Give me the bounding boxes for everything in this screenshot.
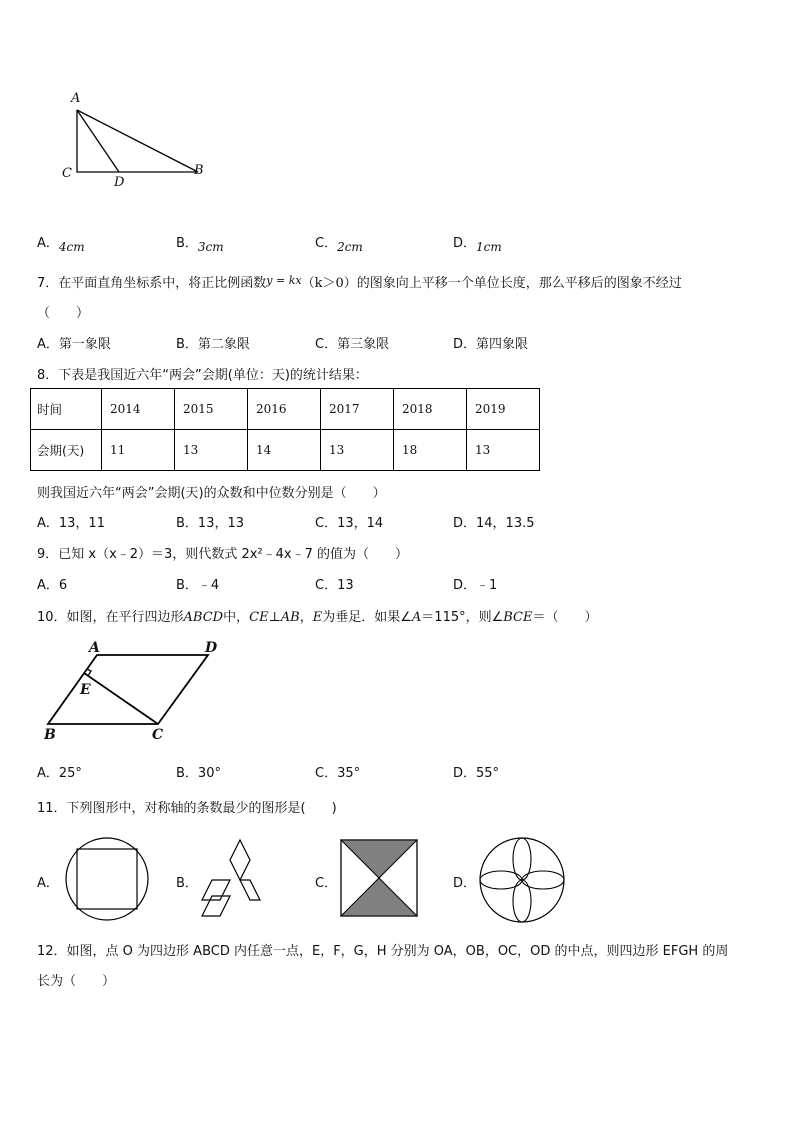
q9-option-d[interactable]: D．﹣1 [453, 578, 498, 593]
q7-text-a: 7．在平面直角坐标系中，将正比例函数 [37, 276, 267, 291]
q6-option-b-letter: B． [176, 236, 198, 251]
q10-e: E [312, 610, 323, 625]
q7-paren: （ ） [37, 306, 90, 321]
q6-option-a[interactable] [37, 232, 85, 254]
q7-option-c[interactable]: C．第三象限 [315, 337, 390, 352]
q9-stem: 9．已知 x（x﹣2）＝3，则代数式 2x²﹣4x﹣7 的值为（ ） [37, 547, 409, 562]
table-cell: 14 [248, 430, 321, 471]
q6-option-b-value: 3cm [197, 240, 224, 254]
table-cell: 2017 [321, 389, 394, 430]
q6-option-a-value: 4cm [58, 240, 85, 254]
q10-label-a: A [89, 640, 100, 656]
figure-label-a: A [71, 91, 81, 106]
table-header-cell: 会期(天) [31, 430, 102, 471]
table-cell: 13 [175, 430, 248, 471]
table-cell: 13 [321, 430, 394, 471]
circle-petals-figure [478, 836, 566, 924]
q10-stem [37, 606, 598, 625]
q10-text: ＝（ ） [532, 610, 598, 625]
q6-option-a-letter: A． [37, 236, 59, 251]
q8-question: 则我国近六年“两会”会期(天)的众数和中位数分别是（ ） [37, 486, 386, 501]
figure-label-d: D [114, 175, 125, 190]
q7-option-b[interactable]: B．第二象限 [176, 337, 250, 352]
q8-option-b[interactable]: B．13，13 [176, 516, 245, 531]
table-cell: 13 [467, 430, 540, 471]
q6-option-d[interactable] [453, 232, 502, 254]
q6-option-d-value: 1cm [476, 240, 502, 254]
table-cell: 2014 [102, 389, 175, 430]
q10-ce-ab: CE⊥AB [249, 610, 300, 625]
q10-label-b: B [44, 727, 56, 743]
table-cell: 2018 [394, 389, 467, 430]
q8-option-d[interactable]: D．14，13.5 [453, 516, 535, 531]
q7-stem [37, 272, 682, 291]
q11-option-c[interactable]: C． [315, 876, 338, 891]
q11-option-d[interactable]: D． [453, 876, 477, 891]
figure-label-c: C [62, 166, 72, 181]
q6-option-c-letter: C． [315, 236, 338, 251]
q6-option-c-value: 2cm [337, 240, 363, 254]
parallelogram-figure [40, 640, 230, 750]
table-cell: 18 [394, 430, 467, 471]
three-rhombus-figure [200, 838, 280, 920]
q7-text-b: 的图象向上平移一个单位长度，那么平移后的图象不经过 [356, 276, 682, 291]
q10-label-c: C [152, 727, 164, 743]
q10-option-c[interactable]: C．35° [315, 766, 361, 781]
q9-option-b[interactable]: B．﹣4 [176, 578, 220, 593]
q10-label-e: E [80, 682, 91, 698]
figure-label-b: B [194, 163, 204, 178]
q10-a: A [411, 610, 422, 625]
q9-option-a[interactable]: A．6 [37, 578, 68, 593]
q7-condition: （k＞0） [301, 276, 357, 291]
q11-option-b[interactable]: B． [176, 876, 198, 891]
table-cell: 2019 [467, 389, 540, 430]
q8-option-c[interactable]: C．13，14 [315, 516, 384, 531]
table-header-cell: 时间 [31, 389, 102, 430]
q10-abcd: ABCD [183, 610, 224, 625]
q10-text: 为垂足．如果∠ [322, 610, 412, 625]
q8-stem: 8．下表是我国近六年“两会”会期(单位：天)的统计结果： [37, 368, 368, 383]
q8-option-a[interactable]: A．13，11 [37, 516, 105, 531]
table-cell: 2015 [175, 389, 248, 430]
q10-option-b[interactable]: B．30° [176, 766, 221, 781]
q11-option-a[interactable]: A． [37, 876, 59, 891]
table-row [31, 430, 540, 471]
q6-option-d-letter: D． [453, 236, 477, 251]
q10-option-d[interactable]: D．55° [453, 766, 500, 781]
table-cell: 2016 [248, 389, 321, 430]
table-row [31, 389, 540, 430]
q11-stem: 11．下列图形中，对称轴的条数最少的图形是( ) [37, 801, 337, 816]
q6-option-b[interactable] [176, 232, 224, 254]
q10-text: ， [299, 610, 313, 625]
hourglass-square-figure [340, 839, 420, 919]
q12-line1: 12．如图，点 O 为四边形 ABCD 内任意一点，E，F，G，H 分别为 OA，OB，OC，OD 的中点，则四边形 EFGH 的周 [37, 944, 729, 959]
q6-option-c[interactable] [315, 232, 363, 254]
q9-option-c[interactable]: C．13 [315, 578, 354, 593]
q10-label-d: D [205, 640, 218, 656]
table-cell: 11 [102, 430, 175, 471]
q7-formula: y = kx [266, 274, 302, 287]
q10-text: ＝115°，则∠ [421, 610, 504, 625]
q7-option-a[interactable]: A．第一象限 [37, 337, 111, 352]
q10-bce: BCE [503, 610, 533, 625]
q7-option-d[interactable]: D．第四象限 [453, 337, 529, 352]
q12-line2: 长为（ ） [37, 974, 116, 989]
q10-text: 10．如图，在平行四边形 [37, 610, 184, 625]
q10-text: 中， [223, 610, 250, 625]
session-table [30, 388, 540, 471]
q10-option-a[interactable]: A．25° [37, 766, 82, 781]
circle-square-figure [64, 836, 150, 922]
